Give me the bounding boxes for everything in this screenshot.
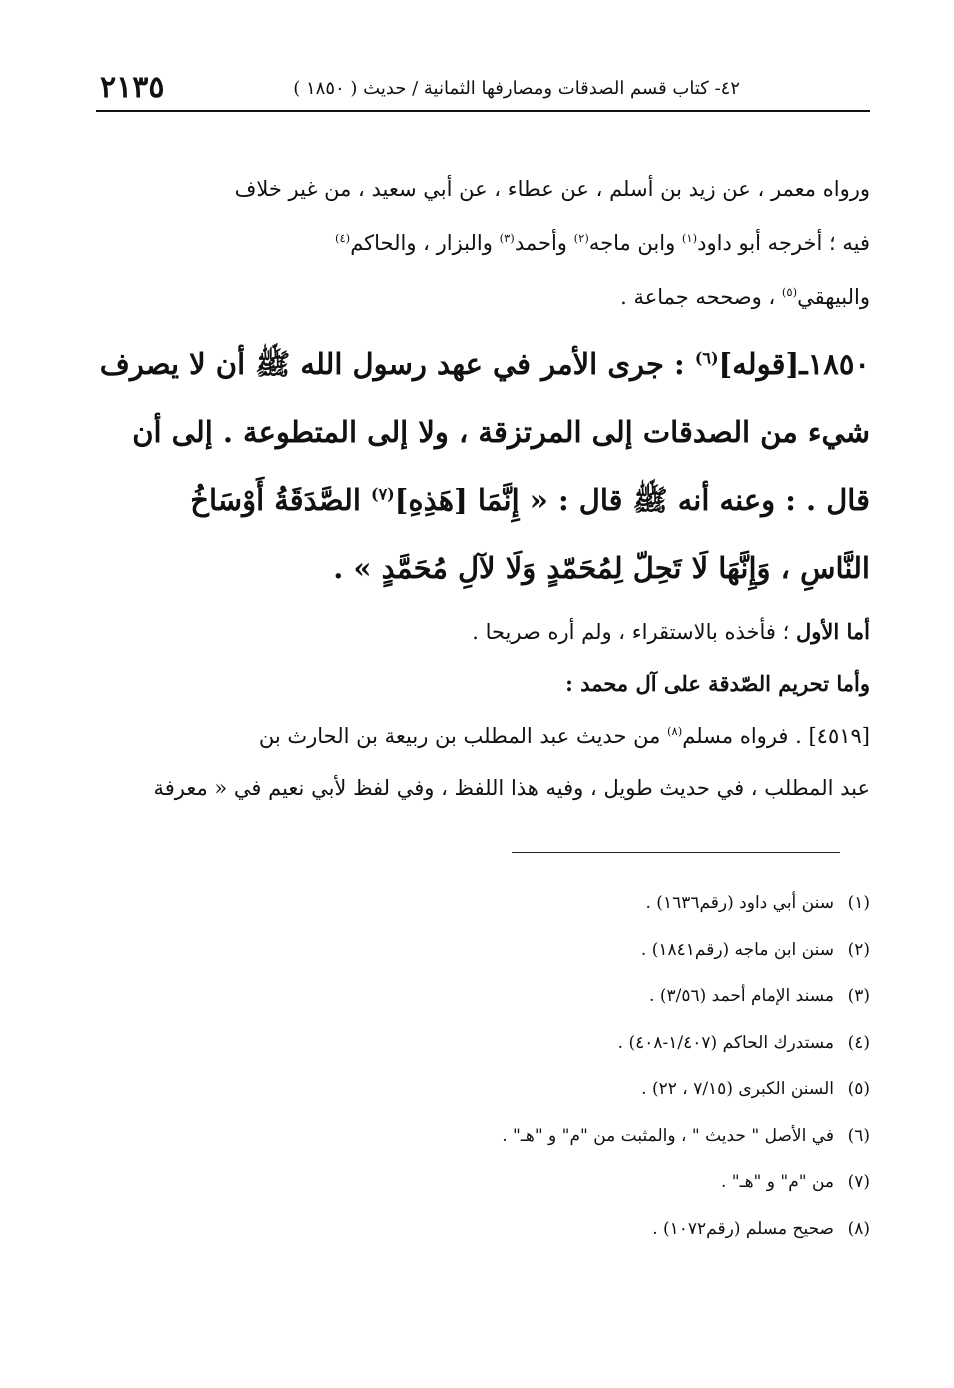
hadith-text: الصَّدَقَةُ أَوْسَاخُ bbox=[190, 483, 372, 517]
footnote-item bbox=[96, 1020, 870, 1067]
footnote-number: (٦) bbox=[847, 1125, 870, 1146]
footnote-number: (٧) bbox=[847, 1172, 870, 1192]
footnote-ref-1: (١) bbox=[681, 231, 698, 245]
commentary-heading: أما الأول bbox=[795, 619, 870, 644]
footnote-number: (٨) bbox=[847, 1218, 870, 1239]
footnote-ref-4: (٤) bbox=[334, 231, 351, 245]
commentary-line-2: وأما تحريم الصّدقة على آل محمد : bbox=[565, 671, 870, 696]
commentary-line-1 bbox=[96, 606, 870, 658]
hadith-text: : جرى الأمر في عهد رسول الله ﷺ أن لا يصرف bbox=[99, 347, 695, 381]
intro-paragraph bbox=[96, 162, 870, 324]
commentary-text: من حديث عبد المطلب بن ربيعة بن الحارث بن bbox=[258, 724, 668, 748]
intro-text: ، وصححه جماعة . bbox=[620, 285, 782, 309]
hadith-line-4: النَّاسِ ، وَإِنَّهَا لَا تَحِلّ لِمُحَمّدٍ وَلَا لآلِ مُحَمَّدٍ » . bbox=[333, 551, 870, 585]
hadith-paragraph bbox=[96, 330, 870, 602]
footnote-item bbox=[96, 1066, 870, 1113]
footnote-text: سنن أبي داود (رقم١٦٣٦) . bbox=[645, 893, 834, 913]
footnote-ref-3: (٣) bbox=[499, 231, 515, 245]
footnote-divider bbox=[512, 852, 840, 853]
footnote-number: (٥) bbox=[847, 1079, 870, 1099]
running-title: ٤٢- كتاب قسم الصدقات ومصارفها الثمانية / حديث ( ١٨٥٠ ) bbox=[293, 78, 740, 99]
footnote-text: مستدرك الحاكم (١/٤٠٧-٤٠٨) . bbox=[617, 1032, 834, 1053]
footnote-number: (٣) bbox=[847, 986, 870, 1006]
footnote-ref-5: (٥) bbox=[781, 285, 798, 299]
hadith-line-3 bbox=[96, 466, 870, 534]
intro-line-3 bbox=[96, 270, 870, 324]
footnote-number: (١) bbox=[847, 893, 870, 913]
footnote-number: (٢) bbox=[847, 939, 870, 960]
intro-text: وابن ماجه bbox=[588, 231, 682, 255]
footnote-item bbox=[96, 927, 870, 974]
footnote-item bbox=[96, 973, 870, 1020]
footnote-item bbox=[96, 1113, 870, 1160]
commentary-line-3 bbox=[96, 710, 870, 762]
intro-line-1: ورواه معمر ، عن زيد بن أسلم ، عن عطاء ، عن أبي سعيد ، من غير خلاف bbox=[234, 177, 870, 201]
footnote-number: (٤) bbox=[847, 1032, 870, 1053]
footnotes-list bbox=[96, 880, 870, 1252]
hadith-line-2: شيء من الصدقات إلى المرتزقة ، ولا إلى المتطوعة . إلى أن bbox=[132, 415, 870, 449]
commentary-line-4: عبد المطلب ، في حديث طويل ، وفيه هذا اللفظ ، وفي لفظ لأبي نعيم في « معرفة bbox=[153, 776, 870, 800]
hadith-text: ١٨٥٠ـ[قوله] bbox=[718, 347, 870, 381]
intro-line-2 bbox=[96, 216, 870, 270]
intro-text: فيه ؛ أخرجه أبو داود bbox=[697, 231, 870, 255]
footnote-ref-2: (٢) bbox=[573, 231, 589, 245]
hadith-line-1 bbox=[96, 330, 870, 398]
footnote-ref-6: (٦) bbox=[694, 348, 719, 368]
footnote-ref-7: (٧) bbox=[371, 484, 395, 504]
footnote-text: سنن ابن ماجه (رقم١٨٤١) . bbox=[640, 939, 834, 960]
page-header bbox=[96, 60, 870, 112]
footnote-text: مسند الإمام أحمد (٣/٥٦) . bbox=[649, 986, 834, 1006]
commentary-text: [٤٥١٩] . فرواه مسلم bbox=[682, 724, 870, 748]
intro-text: والبزار ، والحاكم bbox=[350, 231, 500, 255]
book-page bbox=[96, 60, 870, 1239]
intro-text: وأحمد bbox=[514, 231, 574, 255]
footnote-ref-8: (٨) bbox=[667, 724, 683, 738]
footnote-text: من "م" و "هـ" . bbox=[720, 1172, 834, 1192]
footnote-text: في الأصل " حديث " ، والمثبت من "م" و "هـ" . bbox=[502, 1125, 834, 1146]
footnote-text: السنن الكبرى (٧/١٥ ، ٢٢) . bbox=[641, 1079, 834, 1099]
footnote-item bbox=[96, 1159, 870, 1206]
commentary-text: ؛ فأخذه بالاستقراء ، ولم أره صريحا . bbox=[472, 620, 796, 644]
hadith-text: قال . : وعنه أنه ﷺ قال : « إِنَّمَا [هَذِهِ] bbox=[394, 483, 870, 517]
intro-text: والبيهقي bbox=[797, 285, 870, 309]
footnote-text: صحيح مسلم (رقم١٠٧٢) . bbox=[652, 1218, 834, 1239]
footnote-item bbox=[96, 880, 870, 927]
page-number: ٢١٣٥ bbox=[100, 70, 165, 105]
footnote-item bbox=[96, 1206, 870, 1253]
commentary-paragraph bbox=[96, 606, 870, 814]
